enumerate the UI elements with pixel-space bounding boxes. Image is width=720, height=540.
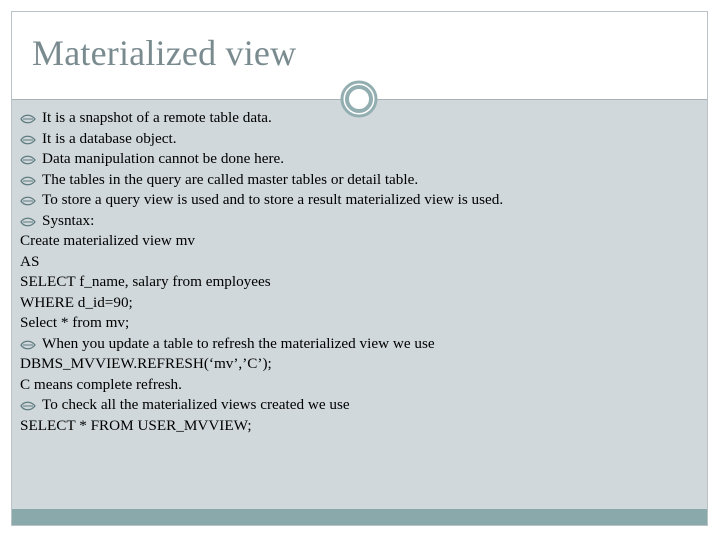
line-text: It is a snapshot of a remote table data. xyxy=(42,109,272,126)
text-line xyxy=(20,272,690,293)
text-line xyxy=(20,416,690,437)
line-text: C means complete refresh. xyxy=(20,375,182,393)
leaf-bullet-icon xyxy=(20,211,42,232)
bullet-item xyxy=(20,211,690,232)
slide-body xyxy=(20,108,690,436)
leaf-bullet-icon xyxy=(20,170,42,191)
bullet-item xyxy=(20,190,690,211)
bullet-item xyxy=(20,108,690,129)
leaf-bullet-icon xyxy=(20,149,42,170)
line-text: It is a database object. xyxy=(42,129,177,147)
bullet-item xyxy=(20,170,690,191)
line-text: SELECT f_name, salary from employees xyxy=(20,273,271,290)
text-line xyxy=(20,313,690,334)
line-text: Data manipulation cannot be done here. xyxy=(42,150,285,167)
leaf-bullet-icon xyxy=(20,129,42,150)
text-line xyxy=(20,252,690,273)
line-text: To check all the materialized views created we use xyxy=(42,396,350,413)
text-line xyxy=(20,375,690,396)
footer-band xyxy=(12,509,707,525)
line-text: WHERE d_id=90; xyxy=(20,293,133,311)
slide-title: Materialized view xyxy=(32,33,297,73)
bullet-item xyxy=(20,129,690,150)
bullet-item xyxy=(20,395,690,416)
line-text: To store a query view is used and to store a result materialized view is used. xyxy=(42,191,504,208)
bullet-item xyxy=(20,334,690,355)
leaf-bullet-icon xyxy=(20,190,42,211)
line-text: When you update a table to refresh the materialized view we use xyxy=(42,334,435,352)
leaf-bullet-icon xyxy=(20,108,42,129)
bullet-item xyxy=(20,149,690,170)
text-line xyxy=(20,293,690,314)
text-line xyxy=(20,231,690,252)
line-text: The tables in the query are called master tables or detail table. xyxy=(42,170,419,188)
line-text: DBMS_MVVIEW.REFRESH(‘mv’,’C’); xyxy=(20,355,272,372)
line-text: Sysntax: xyxy=(42,211,95,229)
text-line xyxy=(20,354,690,375)
line-text: AS xyxy=(20,252,40,270)
line-text: Select * from mv; xyxy=(20,314,130,331)
leaf-bullet-icon xyxy=(20,395,42,416)
line-text: SELECT * FROM USER_MVVIEW; xyxy=(20,416,252,434)
line-text: Create materialized view mv xyxy=(20,232,195,249)
leaf-bullet-icon xyxy=(20,334,42,355)
